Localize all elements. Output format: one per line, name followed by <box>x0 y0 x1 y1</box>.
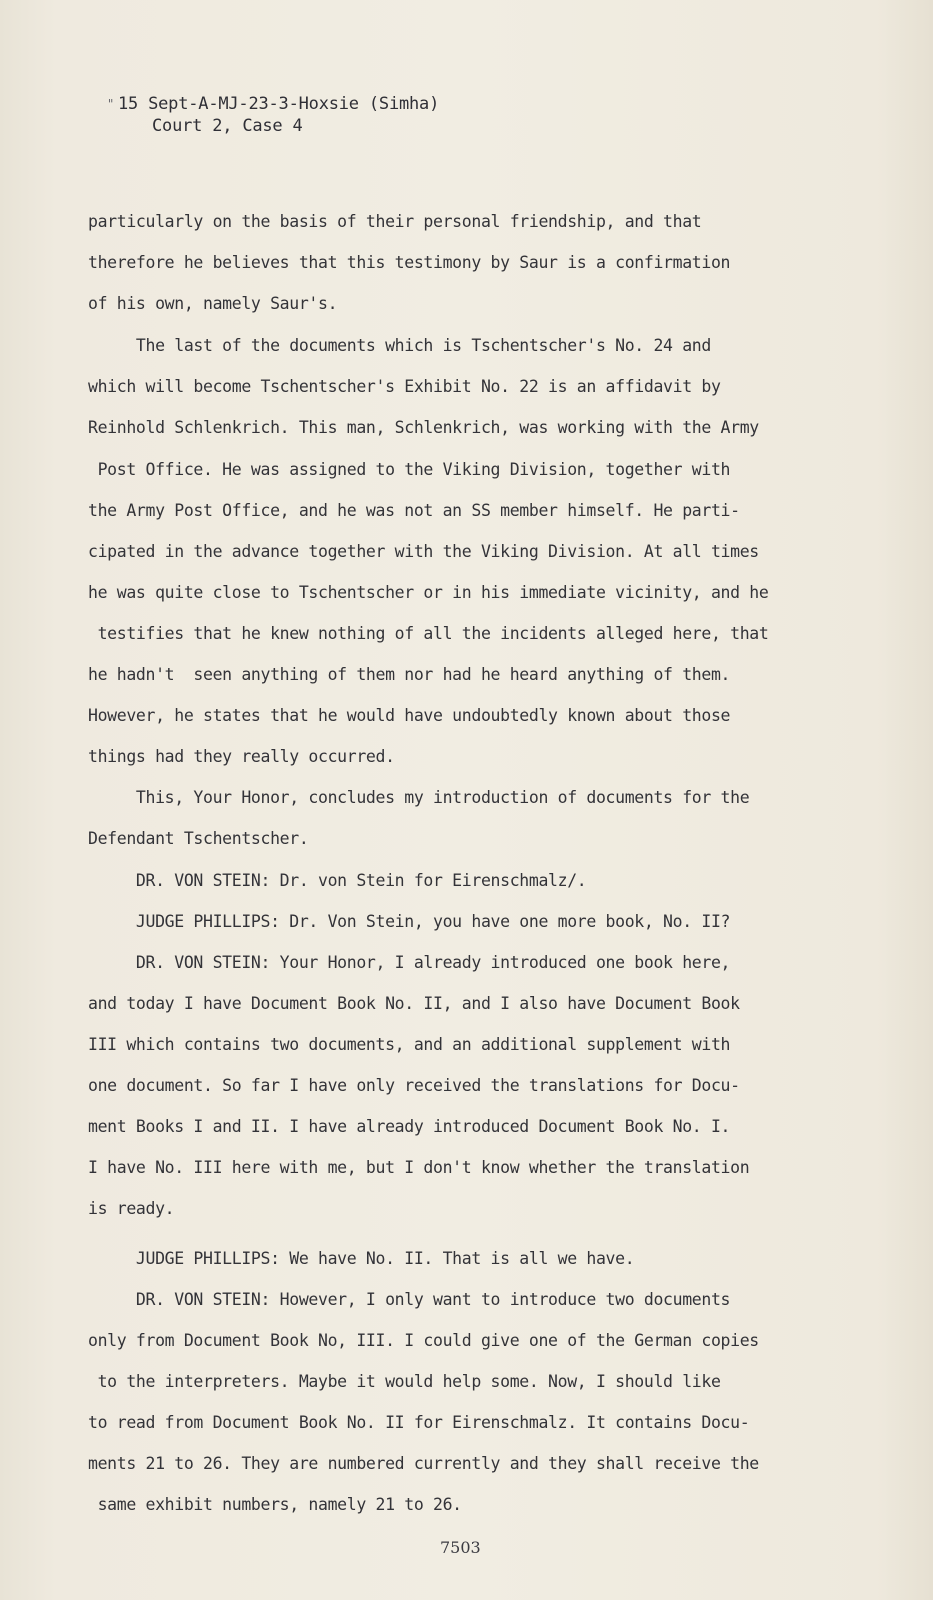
text-line: to read from Document Book No. II for Eirenschmalz. It contains Docu- <box>88 1413 750 1432</box>
header-line-1: 15 Sept-A-MJ-23-3-Hoxsie (Simha) <box>118 94 440 114</box>
text-line: JUDGE PHILLIPS: Dr. Von Stein, you have one more book, No. II? <box>88 912 731 931</box>
text-line: therefore he believes that this testimony by Saur is a confirmation <box>88 253 731 272</box>
text-line: I have No. III here with me, but I don't know whether the translation <box>88 1158 750 1177</box>
text-line: to the interpreters. Maybe it would help some. Now, I should like <box>88 1372 721 1391</box>
text-line: of his own, namely Saur's. <box>88 294 338 313</box>
text-line: ments 21 to 26. They are numbered currently and they shall receive the <box>88 1454 759 1473</box>
text-line: JUDGE PHILLIPS: We have No. II. That is all we have. <box>88 1249 635 1268</box>
header-line-2: Court 2, Case 4 <box>152 116 303 136</box>
text-line: he was quite close to Tschentscher or in his immediate vicinity, and he <box>88 583 769 602</box>
text-line: only from Document Book No, III. I could give one of the German copies <box>88 1331 759 1350</box>
text-line: and today I have Document Book No. II, and I also have Document Book <box>88 994 740 1013</box>
text-line: DR. VON STEIN: However, I only want to introduce two documents <box>88 1290 731 1309</box>
text-line: same exhibit numbers, namely 21 to 26. <box>88 1495 462 1514</box>
text-line: This, Your Honor, concludes my introduction of documents for the <box>88 788 750 807</box>
text-line: cipated in the advance together with the Viking Division. At all times <box>88 542 759 561</box>
text-line: III which contains two documents, and an additional supplement with <box>88 1035 731 1054</box>
page-number: 7503 <box>440 1538 481 1557</box>
text-line: ment Books I and II. I have already introduced Document Book No. I. <box>88 1117 731 1136</box>
text-line: one document. So far I have only received the translations for Docu- <box>88 1076 740 1095</box>
text-line: Post Office. He was assigned to the Viking Division, together with <box>88 460 731 479</box>
text-line: particularly on the basis of their personal friendship, and that <box>88 212 702 231</box>
text-line: he hadn't seen anything of them nor had he heard anything of them. <box>88 665 731 684</box>
text-line: DR. VON STEIN: Dr. von Stein for Eirenschmalz/. <box>88 871 587 890</box>
text-line: testifies that he knew nothing of all the incidents alleged here, that <box>88 624 769 643</box>
text-line: things had they really occurred. <box>88 747 395 766</box>
header-mark: " <box>107 97 115 111</box>
text-line: is ready. <box>88 1199 175 1218</box>
page-header <box>107 93 440 137</box>
text-line: DR. VON STEIN: Your Honor, I already introduced one book here, <box>88 953 731 972</box>
text-line: However, he states that he would have undoubtedly known about those <box>88 706 731 725</box>
text-line: Defendant Tschentscher. <box>88 829 309 848</box>
text-line: which will become Tschentscher's Exhibit No. 22 is an affidavit by <box>88 377 721 396</box>
text-line: Reinhold Schlenkrich. This man, Schlenkrich, was working with the Army <box>88 418 759 437</box>
text-line: The last of the documents which is Tschentscher's No. 24 and <box>88 336 711 355</box>
text-line: the Army Post Office, and he was not an SS member himself. He parti- <box>88 501 740 520</box>
